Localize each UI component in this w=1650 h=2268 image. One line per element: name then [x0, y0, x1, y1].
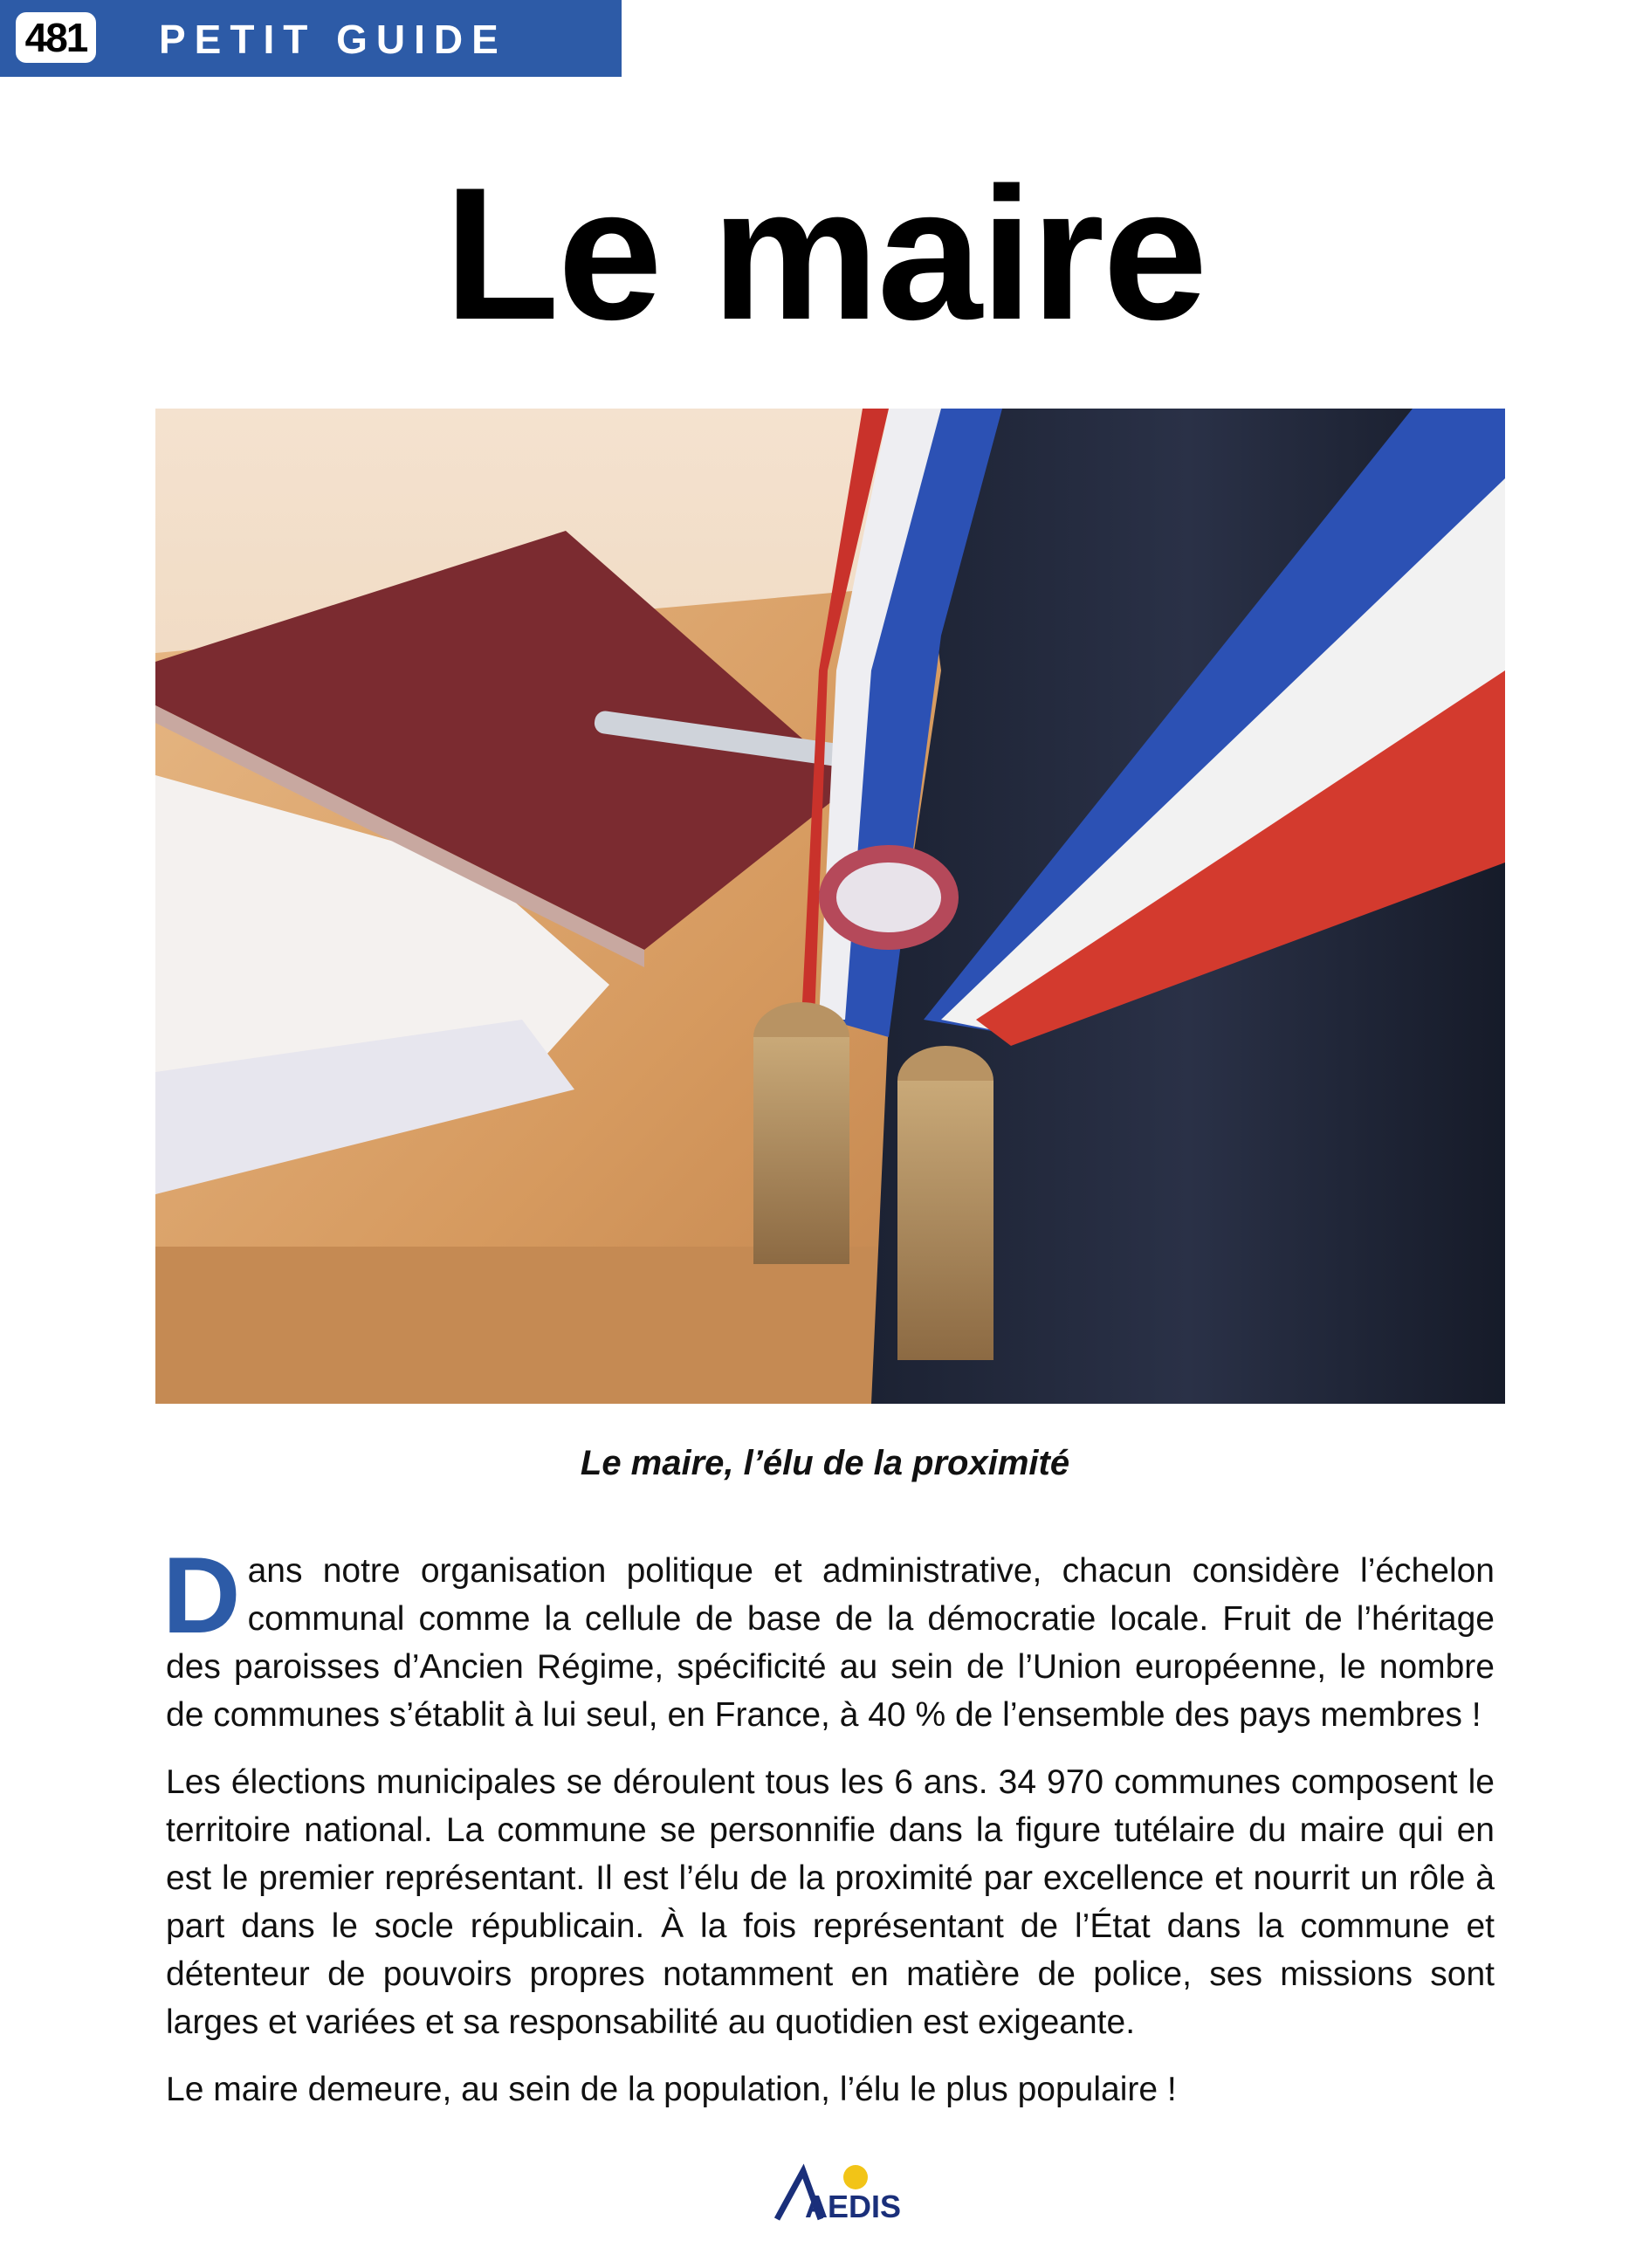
publisher-logo — [768, 2158, 902, 2228]
paragraph-2: Les élections municipales se déroulent tous les 6 ans. 34 970 communes composent le territoire national. La commune se personnifie dans la figure tutélaire du maire qui en est le premier représentant. Il est l’élu de la proximité par excellence et nourrit un rôle à part dans le socle républicain. À la fois représentant de l’État dans la commune et détenteur de pouvoirs propres notamment en matière de police, ses missions sont larges et variées et sa responsabilité au quotidien est exigeante. — [166, 1763, 1495, 2041]
series-name: PETIT GUIDE — [159, 17, 507, 62]
paragraph-3: Le maire demeure, au sein de la population, l’élu le plus populaire ! — [166, 2071, 1177, 2108]
publisher-logo-text: AEDIS — [805, 2189, 902, 2224]
paragraph-1 — [162, 1536, 1495, 1739]
header-band — [0, 0, 622, 77]
drop-cap: D — [162, 1536, 241, 1656]
cover-photo — [155, 409, 1505, 1404]
issue-number-badge: 481 — [16, 12, 96, 63]
article-body — [162, 1536, 1495, 2133]
photo-caption: Le maire, l’élu de la proximité — [580, 1444, 1070, 1482]
paragraph-1-text: ans notre organisation politique et administrative, chacun considère l’échelon communal comme la cellule de base de la démocratie locale. Fruit de l’héritage des paroisses d’Ancien Régime, spécificité au sein de l’Union européenne, le nombre de communes s’établit à lui seul, en France, à 40 % de l’ensemble des pays membres ! — [166, 1552, 1495, 1734]
page-title: Le maire — [443, 148, 1207, 359]
